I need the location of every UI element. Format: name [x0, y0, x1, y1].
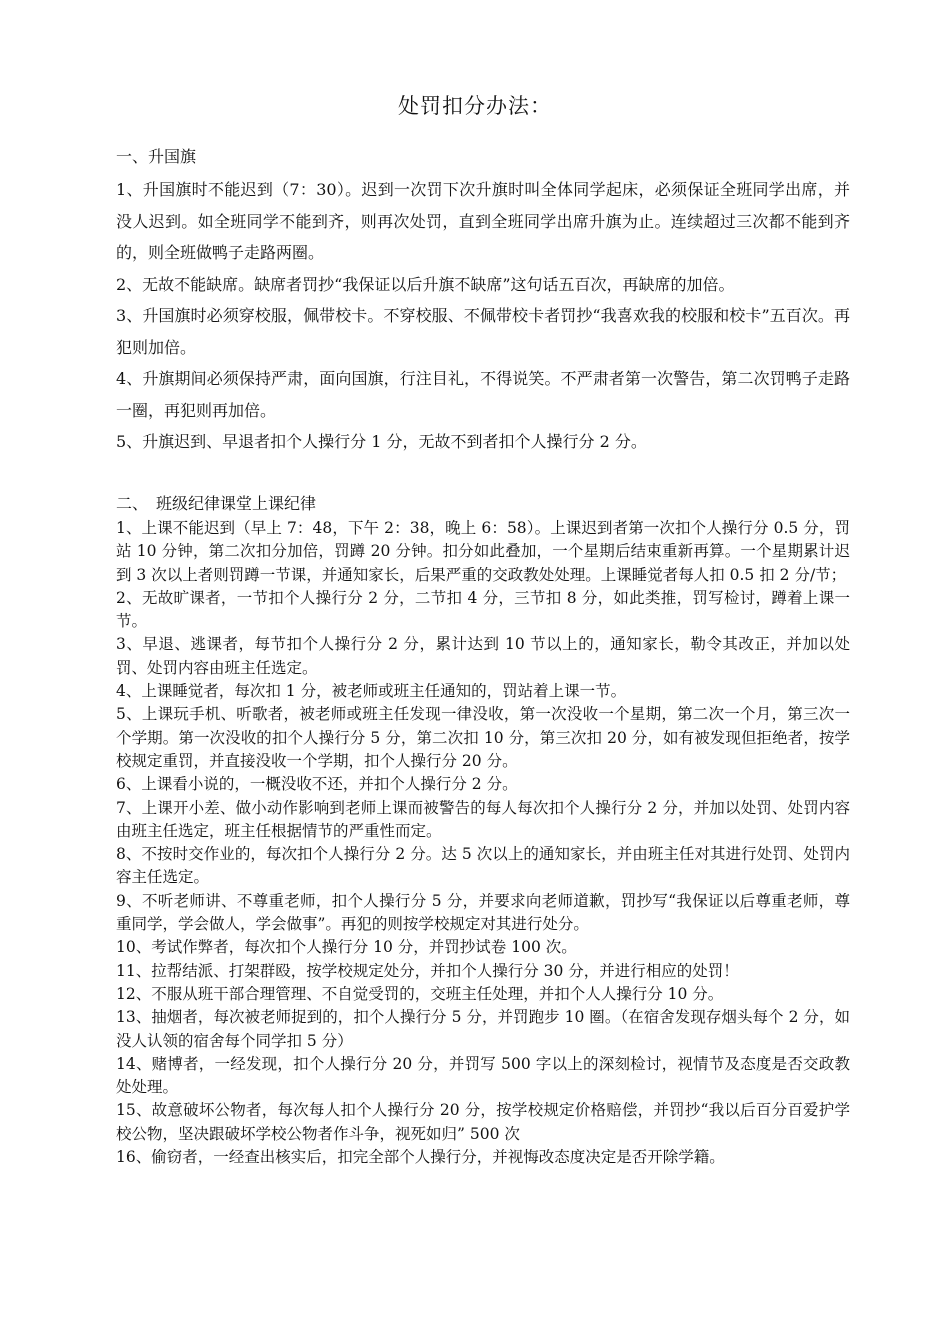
section-class-discipline: [116, 492, 850, 1169]
rule-paragraph: 16、偷窃者，一经查出核实后，扣完全部个人操行分，并视悔改态度决定是否开除学籍。: [116, 1148, 725, 1167]
rule-paragraph: 1、升国旗时不能迟到（7：30）。迟到一次罚下次升旗时叫全体同学起床，必须保证全班同学出席，并没人迟到。如全班同学不能到齐，则再次处罚，直到全班同学出席升旗为止。连续超过三次都不能到齐的，则全班做鸭子走路两圈。: [116, 180, 850, 262]
section-heading: 二、 班级纪律课堂上课纪律: [116, 494, 317, 513]
section-flag-raising: [116, 142, 850, 458]
section-heading: 一、升国旗: [116, 147, 197, 166]
rule-paragraph: 4、上课睡觉者，每次扣 1 分，被老师或班主任通知的，罚站着上课一节。: [116, 682, 627, 701]
rule-paragraph: 2、无故不能缺席。缺席者罚抄“我保证以后升旗不缺席”这句话五百次，再缺席的加倍。: [116, 274, 735, 294]
rule-paragraph: 12、不服从班干部合理管理、不自觉受罚的，交班主任处理，并扣个人人操行分 10 分。: [116, 984, 724, 1003]
rule-paragraph: 2、无故旷课者，一节扣个人操行分 2 分，二节扣 4 分，三节扣 8 分，如此类推，罚写检讨，蹲着上课一节。: [116, 588, 850, 631]
rule-paragraph: 14、赌博者，一经发现，扣个人操行分 20 分，并罚写 500 字以上的深刻检讨，视情节及态度是否交政教处处理。: [116, 1054, 850, 1097]
rule-paragraph: 6、上课看小说的，一概没收不还，并扣个人操行分 2 分。: [116, 775, 518, 794]
rule-paragraph: 11、拉帮结派、打架群殴，按学校规定处分，并扣个人操行分 30 分，并进行相应的处罚！: [116, 961, 739, 980]
rule-paragraph: 5、上课玩手机、听歌者，被老师或班主任发现一律没收，第一次没收一个星期，第二次一个月，第三次一个学期。第一次没收的扣个人操行分 5 分，第二次扣 10 分，第三次扣 20 分，如有被发现但拒绝者，按学校规定重罚，并直接没收一个学期，扣个人操行分 20 分。: [116, 705, 850, 770]
rule-paragraph: 1、上课不能迟到（早上 7：48，下午 2：38，晚上 6：58）。上课迟到者第一次扣个人操行分 0.5 分，罚站 10 分钟，第二次扣分加倍，罚蹲 20 分钟。扣分如此叠加，一个星期后结束重新再算。一个星期累计迟到 3 次以上者则罚蹲一节课，并通知家长，后果严重的交政教处处理。上课睡觉者每人扣 0.5 扣 2 分/节；: [116, 519, 850, 584]
rule-paragraph: 10、考试作弊者，每次扣个人操行分 10 分，并罚抄试卷 100 次。: [116, 938, 577, 957]
rule-paragraph: 5、升旗迟到、早退者扣个人操行分 1 分，无故不到者扣个人操行分 2 分。: [116, 432, 647, 451]
rule-paragraph: 9、不听老师讲、不尊重老师，扣个人操行分 5 分，并要求向老师道歉，罚抄写“我保证以后尊重老师，尊重同学，学会做人，学会做事”。再犯的则按学校规定对其进行处分。: [116, 891, 850, 934]
document-title: 处罚扣分办法：: [398, 94, 552, 118]
rule-paragraph: 7、上课开小差、做小动作影响到老师上课而被警告的每人每次扣个人操行分 2 分，并加以处罚、处罚内容由班主任选定，班主任根据情节的严重性而定。: [116, 798, 850, 840]
rule-paragraph: 15、故意破坏公物者，每次每人扣个人操行分 20 分，按学校规定价格赔偿，并罚抄“我以后百分百爱护学校公物，坚决跟破坏学校公物者作斗争，视死如归” 500 次: [116, 1101, 850, 1143]
rule-paragraph: 3、升国旗时必须穿校服，佩带校卡。不穿校服、不佩带校卡者罚抄“我喜欢我的校服和校卡”五百次。再犯则加倍。: [116, 306, 850, 357]
rule-paragraph: 4、升旗期间必须保持严肃，面向国旗，行注目礼，不得说笑。不严肃者第一次警告，第二次罚鸭子走路一圈，再犯则再加倍。: [116, 369, 850, 420]
rule-paragraph: 13、抽烟者，每次被老师捉到的，扣个人操行分 5 分，并罚跑步 10 圈。（在宿舍发现存烟头每个 2 分，如没人认领的宿舍每个同学扣 5 分）: [116, 1008, 850, 1050]
rule-paragraph: 8、不按时交作业的，每次扣个人操行分 2 分。达 5 次以上的通知家长，并由班主任对其进行处罚、处罚内容主任选定。: [116, 845, 850, 887]
rule-paragraph: 3、早退、逃课者，每节扣个人操行分 2 分，累计达到 10 节以上的，通知家长，勒令其改正，并加以处罚、处罚内容由班主任选定。: [116, 635, 850, 677]
